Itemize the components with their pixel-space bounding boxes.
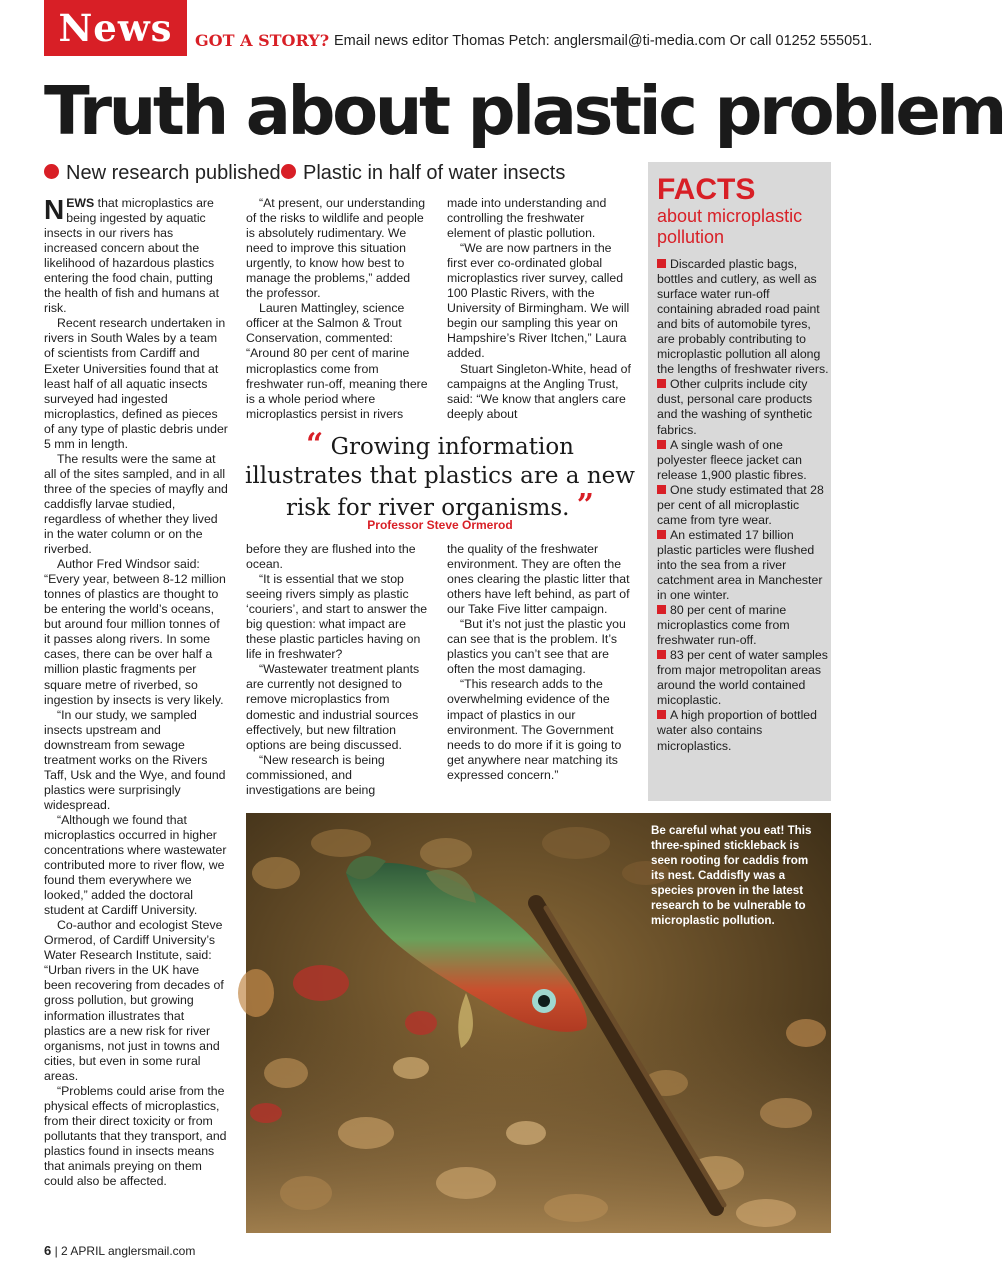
fact-item bbox=[657, 708, 829, 753]
article-paragraph: “New research is being commissioned, and investigations are being bbox=[246, 752, 385, 797]
red-square-icon bbox=[657, 650, 666, 659]
page-number: 6 bbox=[44, 1243, 52, 1258]
red-square-icon bbox=[657, 259, 666, 268]
red-square-icon bbox=[657, 710, 666, 719]
red-square-icon bbox=[657, 485, 666, 494]
article-column-2-top bbox=[246, 196, 428, 422]
section-tag bbox=[44, 0, 187, 56]
photo-caption: Be careful what you eat! This three-spined stickleback is seen rooting for caddis from its nest. Caddisfly was a species proven in the latest research to be vulnerable to microplastic pollution. bbox=[651, 824, 812, 927]
fact-item bbox=[657, 483, 829, 528]
pull-quote bbox=[244, 427, 636, 523]
lead-smallcaps: EWS bbox=[66, 196, 95, 210]
fact-text: An estimated 17 billion plastic particles were flushed into the sea from a river catchment area in Manchester in one winter. bbox=[657, 527, 823, 603]
close-quote-icon: ” bbox=[576, 488, 595, 523]
issue-date: 2 APRIL bbox=[61, 1244, 105, 1258]
article-column-3-bottom bbox=[447, 542, 631, 783]
bullet-point bbox=[44, 162, 281, 185]
bullet-text: Plastic in half of water insects bbox=[303, 162, 566, 184]
fact-text: 83 per cent of water samples from major metropolitan areas around the world contained micoplastic. bbox=[657, 648, 828, 708]
article-column-1 bbox=[44, 196, 228, 1189]
fact-item bbox=[657, 648, 829, 708]
fact-text: 80 per cent of marine microplastics come from freshwater run-off. bbox=[657, 603, 790, 648]
fact-text: Other culprits include city dust, personal care products and the washing of synthetic fabrics. bbox=[657, 377, 813, 437]
article-paragraph: “Problems could arise from the physical effects of microplastics, from their direct toxicity or from pollutants that they transport, and plastics found in insects means that animals preying on them could also be affected. bbox=[44, 1083, 227, 1189]
article-paragraph: “It is essential that we stop seeing rivers simply as plastic ‘couriers’, and start to answer the big question: what impact are these plastic particles having on life in freshwater? bbox=[246, 572, 428, 662]
pull-quote-attribution: Professor Steve Ormerod bbox=[367, 518, 513, 532]
fact-item bbox=[657, 377, 829, 437]
fact-item bbox=[657, 603, 829, 648]
article-paragraph: “But it’s not just the plastic you can see that is the problem. It’s plastics you can’t see that are often the most damaging. bbox=[447, 617, 626, 677]
article-paragraph: “In our study, we sampled insects upstream and downstream from sewage treatment works on the Rivers Taff, Usk and the Wye, and found plastics were surprisingly widespread. bbox=[44, 707, 226, 812]
fact-text: A high proportion of bottled water also contains microplastics. bbox=[657, 708, 817, 753]
story-contact-text: Email news editor Thomas Petch: anglersmail@ti-media.com Or call 01252 555051. bbox=[334, 33, 873, 49]
article-paragraph: Lauren Mattingley, science officer at the Salmon & Trout Conservation, commented: “Around 80 per cent of marine microplastics come from freshwater run-off, meaning there is a whole period where microplastics persist in rivers bbox=[246, 301, 428, 421]
section-label: News bbox=[58, 6, 173, 50]
pull-quote-text: Growing information illustrates that plastics are a new risk for river organisms. bbox=[245, 434, 635, 521]
bullet-dot-icon bbox=[281, 164, 296, 179]
article-column-3-top bbox=[447, 196, 631, 422]
article-paragraph: Stuart Singleton-White, head of campaigns at the Angling Trust, said: “We know that anglers care deeply about bbox=[447, 361, 631, 421]
facts-title: FACTS bbox=[657, 173, 756, 206]
red-square-icon bbox=[657, 440, 666, 449]
article-paragraph: Recent research undertaken in rivers in South Wales by a team of scientists from Cardiff and Exeter Universities found that at least half of all aquatic insects surveyed had ingested microplastics, defined as pieces of any type of plastic debris under 5 mm in length. bbox=[44, 316, 228, 451]
paragraph-text: that microplastics are being ingested by aquatic insects in our rivers has increased concern about the likelihood of hazardous plastics entering the food chain, putting the health of fish and humans at risk. bbox=[44, 196, 220, 316]
fact-text: A single wash of one polyester fleece jacket can release 1,900 plastic fibres. bbox=[657, 437, 807, 482]
story-label: GOT A STORY? bbox=[195, 31, 330, 50]
article-paragraph: made into understanding and controlling the freshwater element of plastic pollution. bbox=[447, 196, 607, 241]
site-url: anglersmail.com bbox=[107, 1244, 196, 1258]
fact-text: One study estimated that 28 per cent of all microplastic came from tyre wear. bbox=[657, 482, 824, 527]
facts-subtitle: about microplastic pollution bbox=[657, 206, 803, 247]
article-paragraph: “This research adds to the overwhelming evidence of the impact of plastics in our environment. The Government needs to do more if it is going to get anywhere near matching its expressed concern.” bbox=[447, 677, 622, 782]
article-paragraph: Co-author and ecologist Steve Ormerod, of Cardiff University’s Water Research Institute, said: “Urban rivers in the UK have been recovering from decades of gross pollution, but growing information illustrates that plastics are a new risk for river organisms, not just in towns and cities, but even in some rural areas. bbox=[44, 918, 224, 1083]
article-paragraph bbox=[44, 196, 228, 316]
article-paragraph: The results were the same at all of the sites sampled, and in all three of the species of mayfly and caddisfly larvae studied, regardless of whether they lived in the water column or on the riverbed. bbox=[44, 451, 228, 557]
article-paragraph: “We are now partners in the first ever co-ordinated global microplastics river survey, called 100 Plastic Rivers, with the University of Birmingham. We will begin our sampling this year on Hampshire’s River Itchen,” Laura added. bbox=[447, 241, 630, 361]
red-square-icon bbox=[657, 605, 666, 614]
red-square-icon bbox=[657, 379, 666, 388]
headline: Truth about plastic problem bbox=[44, 72, 1004, 150]
fact-item bbox=[657, 528, 829, 603]
article-paragraph: “Although we found that microplastics occurred in higher concentrations where wastewater contributed more to river flow, we found them everywhere we looked,” added the doctoral student at Cardiff University. bbox=[44, 812, 227, 918]
article-column-2-bottom bbox=[246, 542, 428, 798]
fact-item bbox=[657, 257, 829, 377]
article-paragraph: Author Fred Windsor said: “Every year, between 8-12 million tonnes of plastics are thought to be entering the world’s oceans, but around four million tonnes of it passes along rivers. In some cases, there can be over half a million plastic fragments per square metre of riverbed, so ingestion by insects is very likely. bbox=[44, 557, 226, 707]
facts-list bbox=[657, 257, 829, 754]
article-paragraph: “At present, our understanding of the risks to wildlife and people is absolutely rudimentary. We need to improve this situation urgently, to know how best to manage the problems,” added the professor. bbox=[246, 196, 426, 301]
red-square-icon bbox=[657, 530, 666, 539]
bullet-point bbox=[281, 162, 565, 185]
page-footer bbox=[44, 1243, 195, 1258]
fact-text: Discarded plastic bags, bottles and cutlery, as well as surface water run-off containing abraded road paint and bits of automobile tyres, are probably contributing to microplastic pollution all along the lengths of freshwater rivers. bbox=[657, 257, 829, 377]
article-paragraph: before they are flushed into the ocean. bbox=[246, 542, 416, 572]
footer-separator: | bbox=[54, 1244, 58, 1258]
bullet-text: New research published bbox=[66, 162, 281, 184]
drop-cap: N bbox=[44, 194, 65, 225]
fact-item bbox=[657, 438, 829, 483]
open-quote-icon: “ bbox=[306, 427, 324, 462]
article-paragraph: “Wastewater treatment plants are currently not designed to remove microplastics from domestic and industrial sources effectively, but new filtration options are being discussed. bbox=[246, 662, 420, 752]
bullet-dot-icon bbox=[44, 164, 59, 179]
article-paragraph: the quality of the freshwater environment. They are often the ones clearing the plastic litter that others have left behind, as part of our Take Five litter campaign. bbox=[447, 542, 630, 617]
